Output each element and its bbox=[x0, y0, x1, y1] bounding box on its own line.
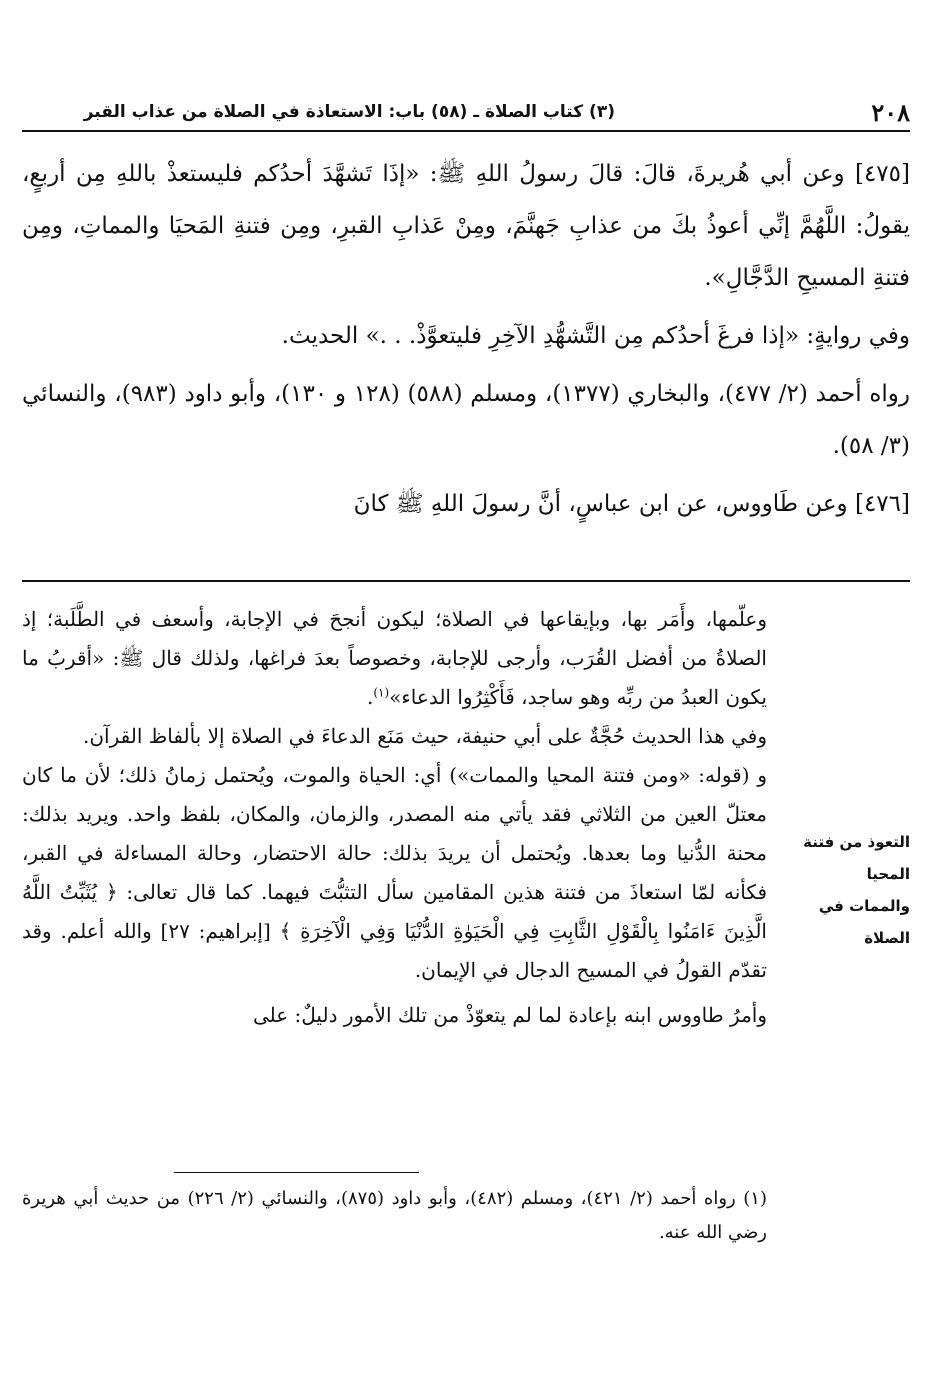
hadith-476-start: [٤٧٦] وعن طَاووس، عن ابن عباسٍ، أنَّ رسولَ اللهِ ﷺ كانَ bbox=[353, 491, 910, 517]
page-number: ٢٠٨ bbox=[871, 98, 910, 127]
hadith-475-variant: وفي روايةٍ: «إذا فرغَ أحدُكم مِن التَّشهُّدِ الآخِرِ فليتعوَّذْ. . .» الحديث. bbox=[281, 323, 910, 349]
running-title: (٣) كتاب الصلاة ـ (٥٨) باب: الاستعاذة في الصلاة من عذاب القبر bbox=[83, 102, 615, 122]
commentary-paragraph bbox=[22, 600, 767, 717]
marginal-heading-line: والممات في bbox=[818, 897, 910, 915]
footnote-divider bbox=[174, 1172, 419, 1173]
section-divider bbox=[22, 580, 910, 582]
hadith-475-sources: رواه أحمد (٢/ ٤٧٧)، والبخاري (١٣٧٧)، ومسلم (٥٨٨) (١٢٨ و ١٣٠)، وأبو داود (٩٨٣)، والنسائي (٣/ ٥٨). bbox=[22, 381, 910, 459]
book-page bbox=[22, 0, 910, 1375]
footnotes bbox=[22, 1182, 767, 1250]
commentary-paragraph: وأمرُ طاووس ابنه بإعادة لما لم يتعوّذْ من تلك الأمور دليلٌ: على bbox=[252, 1003, 767, 1027]
commentary-text bbox=[22, 600, 767, 1035]
sentence-end: . bbox=[366, 685, 374, 709]
marginal-heading bbox=[790, 826, 910, 954]
footnote-marker: (١) bbox=[373, 685, 390, 700]
marginal-heading-line: المحيا bbox=[866, 865, 910, 883]
marginal-heading-line: الصلاة bbox=[864, 929, 910, 947]
marginal-heading-line: التعوذ من فتنة bbox=[803, 833, 910, 851]
page-header bbox=[22, 96, 910, 132]
commentary-paragraph-text: وعلّمها، وأَمَر بها، وبإيقاعها في الصلاة؛ ليكون أنجحَ في الإجابة، وأسعف في الطَّلَبة؛ إذ الصلاةُ من أفضل القُرَب، وأرجى للإجابة، وخصوصاً بعدَ فراغها، ولذلك قال ﷺ: «أقربُ ما يكون العبدُ من ربِّه وهو ساجد، فَأَكْثِرُوا الدعاء» bbox=[22, 607, 767, 709]
commentary-paragraph: وفي هذا الحديث حُجَّةٌ على أبي حنيفة، حيث مَنَع الدعاءَ في الصلاة إلا بألفاظ القرآن. bbox=[83, 724, 767, 748]
commentary-paragraph: و (قوله: «ومن فتنة المحيا والممات») أي: الحياة والموت، ويُحتمل زمانُ ذلك؛ لأن ما كان معتلّ العين من الثلاثي فقد يأتي منه المصدر، والزمان، والمكان، بلفظ واحد. ويريد بذلك: محنة الدُّنيا وما بعدها. ويُحتمل أن يريدَ بذلك: حالة الاحتضار، وحالة المساءلة في القبر، فكأنه لمّا استعاذَ من فتنة هذين المقامين سأل التثبُّتَ فيهما. كما قال تعالى: ﴿ يُثَبِّتُ اللَّهُ الَّذِينَ ءَامَنُوا بِالْقَوْلِ الثَّابِتِ فِي الْحَيَوٰةِ الدُّنْيَا وَفِي الْآخِرَةِ ﴾ [إبراهيم: ٢٧] والله أعلم. وقد تقدّم القولُ في المسيح الدجال في الإيمان. bbox=[22, 763, 767, 982]
footnote-1: (١) رواه أحمد (٢/ ٤٢١)، ومسلم (٤٨٢)، وأبو داود (٨٧٥)، والنسائي (٢/ ٢٢٦) من حديث أبي هريرة رضي الله عنه. bbox=[22, 1188, 767, 1243]
hadith-475: [٤٧٥] وعن أبي هُريرةَ، قالَ: قالَ رسولُ اللهِ ﷺ: «إذَا تَشهَّدَ أحدُكم فليستعذْ باللهِ مِن أربعٍ، يقولُ: اللَّهُمَّ إنِّي أعوذُ بكَ من عذابِ جَهنَّمَ، ومِنْ عَذابِ القبرِ، ومِن فتنةِ المَحيَا والمماتِ، ومِن فتنةِ المسيحِ الدَّجَّالِ». bbox=[22, 161, 910, 291]
hadith-text bbox=[22, 148, 910, 536]
